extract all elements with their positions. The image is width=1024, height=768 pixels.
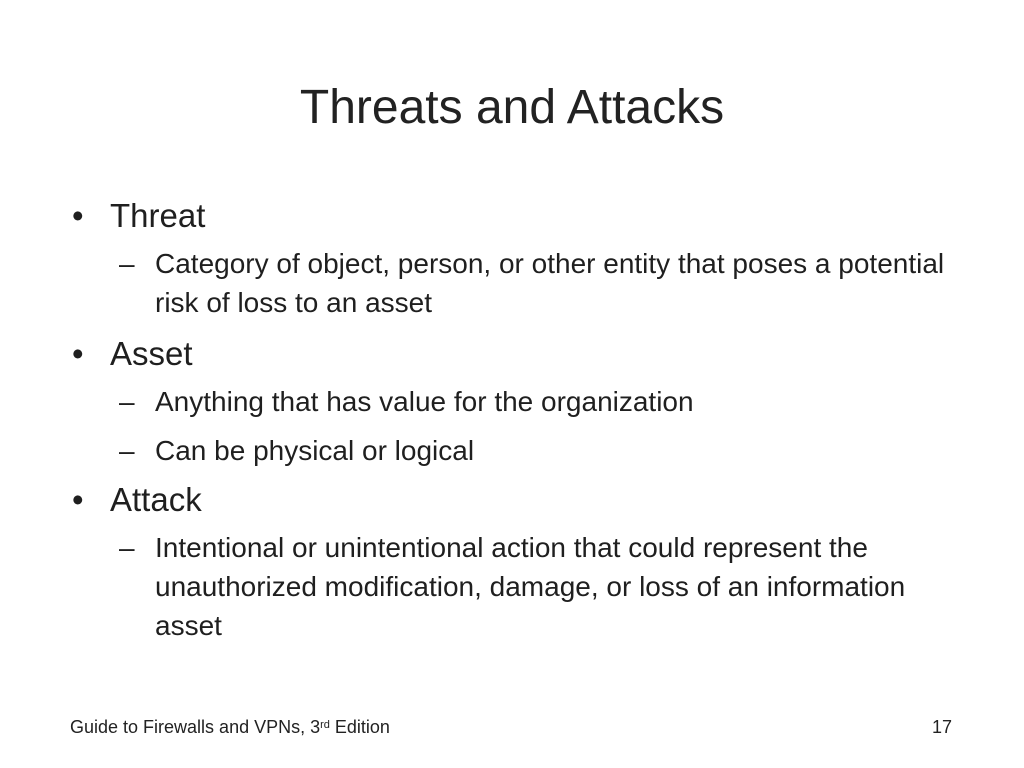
dash-icon: – [119,248,135,279]
bullet-text: Threat [110,197,206,234]
sub-bullet-item [70,528,970,645]
footer-book-title [70,716,390,738]
page-number: 17 [931,717,952,737]
bullet-item-asset [70,332,970,376]
bullet-item-threat [70,194,970,238]
sub-bullet-text: Anything that has value for the organization [155,386,694,417]
bullet-dot-icon: • [72,335,84,372]
sub-bullet-item [70,431,970,470]
bullet-item-attack [70,478,970,522]
bullet-text: Asset [110,335,193,372]
dash-icon: – [119,532,135,563]
sub-bullet-item [70,244,970,322]
sub-bullet-text: Can be physical or logical [155,435,475,466]
dash-icon: – [119,386,135,417]
footer-edition-superscript: rd [320,719,330,731]
slide-title: Threats and Attacks [299,81,725,134]
dash-icon: – [119,435,135,466]
footer-book-prefix: Guide to Firewalls and VPNs, 3 [70,717,321,737]
bullet-dot-icon: • [72,197,84,234]
footer-book-suffix: Edition [329,717,390,737]
bullet-dot-icon: • [72,481,84,518]
sub-bullet-item [70,382,970,421]
sub-bullet-text: Category of object, person, or other entity that poses a potential risk of loss to an asset [155,248,945,318]
bullet-text: Attack [110,481,202,518]
sub-bullet-text: Intentional or unintentional action that could represent the unauthorized modification, damage, or loss of an information asset [155,532,906,641]
bullet-list [70,194,970,645]
